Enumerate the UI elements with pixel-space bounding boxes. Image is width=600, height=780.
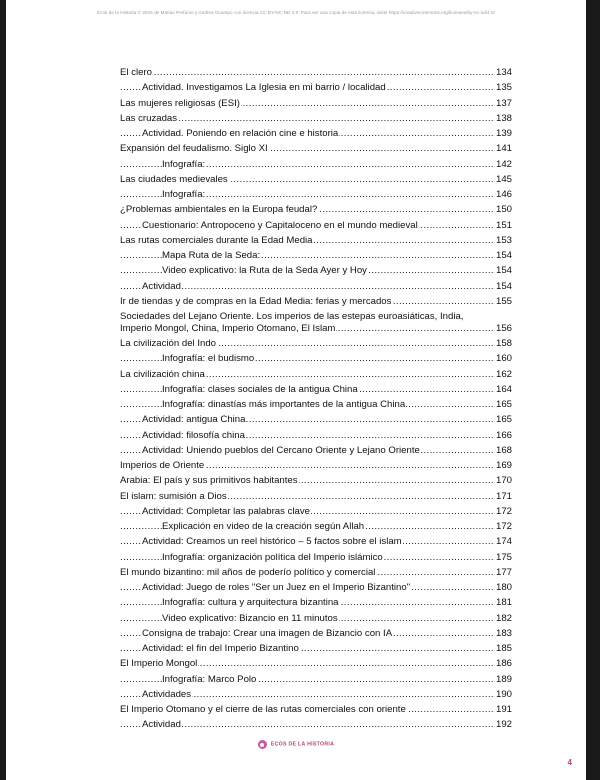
toc-entry-title: Actividad: Uniendo pueblos del Cercano Oriente y Lejano Oriente <box>142 444 420 456</box>
toc-entry-title: Actividad: antigua China <box>142 414 246 426</box>
toc-entry-page: 168 <box>495 444 512 456</box>
toc-entry[interactable] <box>120 98 512 113</box>
toc-entry-title: Actividad. Investigamos La Iglesia en mi barrio / localidad <box>142 82 386 94</box>
toc-entry-page: 139 <box>495 128 512 139</box>
toc-entry[interactable] <box>120 113 512 128</box>
toc-entry-page: 164 <box>495 383 512 395</box>
toc-entry-title: Actividad <box>142 719 181 731</box>
toc-entry[interactable] <box>120 204 512 219</box>
toc-entry[interactable] <box>120 159 512 174</box>
toc-entry-page: 137 <box>495 97 512 109</box>
toc-entry[interactable] <box>120 338 512 353</box>
toc-entry[interactable] <box>120 143 512 158</box>
toc-entry-title: Infografía: dinastías más importantes de la antigua China <box>162 399 406 410</box>
toc-entry[interactable] <box>120 491 512 506</box>
toc-entry[interactable] <box>120 475 512 490</box>
toc-entry[interactable] <box>120 399 512 414</box>
toc-entry-page: 183 <box>495 627 512 639</box>
toc-entry-title: Sociedades del Lejano Oriente. Los imperios de las estepas euroasiáticas, India, <box>120 311 464 322</box>
toc-entry[interactable] <box>120 674 512 689</box>
footer-brand <box>6 740 586 749</box>
toc-entry-title: Actividad: el fin del Imperio Bizantino <box>142 643 299 654</box>
ecos-logo-icon <box>258 740 267 749</box>
toc-entry[interactable] <box>120 67 512 82</box>
toc-entry-page: 160 <box>495 353 512 365</box>
toc-entry-title: Cuestionario: Antropoceno y Capitaloceno en el mundo medieval <box>142 219 418 231</box>
toc-entry-page: 171 <box>495 490 512 502</box>
toc-entry-title: Consigna de trabajo: Crear una imagen de Bizancio con IA <box>142 627 393 639</box>
toc-entry-page: 181 <box>495 597 512 609</box>
toc-entry[interactable] <box>120 128 512 143</box>
license-notice: Ecos de la Historia © 2026 de Matías Perfumo y Andrea Ocampo con licencia CC BY-NC-ND 4.0. Para ver una copia de esta licencia, visite https://creativecommons.org/licenses/by-nc-nd/4.0/ <box>96 10 495 15</box>
footer-brand-label: ECOS DE LA HISTORIA <box>270 741 335 748</box>
toc-entry-title: Las ciudades medievales <box>120 173 228 185</box>
toc-entry-title: Video explicativo: Bizancio en 11 minutos <box>162 612 338 624</box>
page-number: 4 <box>567 758 572 767</box>
toc-entry-page: 175 <box>495 551 512 563</box>
toc-entry-page: 177 <box>495 566 512 578</box>
toc-entry-title: Mapa Ruta de la Seda: <box>162 250 261 261</box>
toc-entry-page: 170 <box>495 475 512 487</box>
toc-entry[interactable] <box>120 445 512 460</box>
toc-entry[interactable] <box>120 582 512 597</box>
toc-entry[interactable] <box>120 220 512 235</box>
toc-entry[interactable] <box>120 704 512 719</box>
toc-entry-page: 190 <box>495 688 512 700</box>
toc-entry[interactable] <box>120 189 512 204</box>
toc-entry[interactable] <box>120 460 512 475</box>
toc-entry[interactable] <box>120 719 512 734</box>
toc-entry-title: Infografía: <box>162 189 206 200</box>
toc-entry-title: Actividad: Completar las palabras clave <box>142 505 310 517</box>
toc-entry-page: 192 <box>495 719 512 731</box>
toc-entry[interactable] <box>120 552 512 567</box>
toc-entry-page: 180 <box>495 582 512 593</box>
toc-entry-title: La civilización china <box>120 368 205 380</box>
toc-entry-title: El islam: sumisión a Dios <box>120 490 227 502</box>
toc-entry-title-continued: Imperio Mongol, China, Imperio Otomano, El Islam <box>120 322 336 334</box>
toc-entry-title: Infografía: organización política del Imperio islámico <box>162 551 383 563</box>
toc-entry-page: 141 <box>495 143 512 155</box>
toc-entry-page: 154 <box>495 265 512 277</box>
toc-entry-page: 172 <box>495 521 512 532</box>
toc-entry-page: 174 <box>495 536 512 548</box>
toc-entry[interactable] <box>120 414 512 429</box>
toc-entry-page: 154 <box>495 250 512 261</box>
toc-entry[interactable] <box>120 235 512 250</box>
toc-entry-title: Las cruzadas <box>120 112 178 124</box>
toc-entry-title: El clero <box>120 67 152 78</box>
toc-entry-title: Imperios de Oriente <box>120 460 205 471</box>
toc-entry-title: Ir de tiendas y de compras en la Edad Media: ferias y mercados <box>120 295 392 307</box>
toc-entry-page: 169 <box>495 460 512 471</box>
toc-entry-page: 185 <box>495 643 512 654</box>
toc-entry[interactable] <box>120 536 512 551</box>
toc-entry-page: 189 <box>495 673 512 685</box>
toc-entry-page: 150 <box>495 204 512 216</box>
toc-entry-page: 166 <box>495 429 512 441</box>
toc-entry-page: 158 <box>495 338 512 349</box>
toc-entry-title: Actividades <box>142 688 192 700</box>
toc-entry-title: Las mujeres religiosas (ESI) <box>120 97 240 109</box>
toc-entry-title: Arabia: El país y sus primitivos habitantes <box>120 475 298 487</box>
toc-entry-page: 154 <box>495 280 512 292</box>
toc-entry-title: ¿Problemas ambientales en la Europa feudal? <box>120 204 318 216</box>
toc-entry-title: Infografía: cultura y arquitectura bizantina <box>162 597 339 609</box>
toc-entry-title: Actividad: Creamos un reel histórico – 5 factos sobre el islam <box>142 536 402 548</box>
toc-entry-page: 162 <box>495 368 512 380</box>
toc-entry[interactable] <box>120 628 512 643</box>
toc-entry[interactable] <box>120 296 512 311</box>
toc-entry-page: 186 <box>495 658 512 670</box>
toc-entry[interactable] <box>120 430 512 445</box>
toc-entry-page: 165 <box>495 414 512 426</box>
toc-entry-title: Infografía: <box>162 158 206 170</box>
toc-entry[interactable] <box>120 613 512 628</box>
toc-entry-title: Infografía: clases sociales de la antigua China <box>162 383 358 395</box>
toc-entry-title: Explicación en video de la creación según Allah <box>162 521 365 532</box>
toc-entry[interactable] <box>120 281 512 296</box>
toc-entry[interactable] <box>120 597 512 612</box>
toc-entry[interactable] <box>120 353 512 368</box>
toc-entry[interactable] <box>120 384 512 399</box>
toc-entry[interactable] <box>120 643 512 658</box>
toc-entry[interactable] <box>120 567 512 582</box>
toc-entry[interactable] <box>120 250 512 265</box>
toc-entry-title: Actividad. Poniendo en relación cine e historia <box>142 128 339 139</box>
toc-entry-title: Infografía: el budismo <box>162 353 255 365</box>
toc-entry-title: Infografía: Marco Polo <box>162 673 257 685</box>
toc-entry-title: Expansión del feudalismo. Siglo XI <box>120 143 268 155</box>
toc-entry-title: El mundo bizantino: mil años de poderío político y comercial <box>120 566 376 578</box>
toc-entry-page: 142 <box>495 158 512 170</box>
toc-entry-page: 156 <box>495 322 512 334</box>
toc-entry-page: 172 <box>495 505 512 517</box>
toc-entry-title: Actividad: filosofía china <box>142 429 245 441</box>
toc-entry-page: 138 <box>495 112 512 124</box>
toc-entry[interactable] <box>120 311 512 338</box>
toc-entry-page: 146 <box>495 189 512 200</box>
toc-entry[interactable] <box>120 521 512 536</box>
toc-entry-page: 135 <box>495 82 512 94</box>
toc-entry-title: El Imperio Mongol <box>120 658 198 670</box>
toc-entry-title: Actividad: Juego de roles "Ser un Juez en el Imperio Bizantino" <box>142 582 411 593</box>
toc-entry-page: 145 <box>495 173 512 185</box>
toc-entry-title: El Imperio Otomano y el cierre de las rutas comerciales con oriente <box>120 704 406 715</box>
toc-entry-title: Actividad <box>142 280 181 292</box>
toc-entry-title: Las rutas comerciales durante la Edad Media <box>120 234 313 246</box>
table-of-contents <box>120 67 512 735</box>
toc-entry[interactable] <box>120 658 512 673</box>
document-page <box>6 0 586 780</box>
toc-entry-page: 165 <box>495 399 512 410</box>
toc-entry[interactable] <box>120 689 512 704</box>
toc-entry[interactable] <box>120 369 512 384</box>
toc-entry-title: Video explicativo: la Ruta de la Seda Ayer y Hoy <box>162 265 367 277</box>
toc-entry-page: 191 <box>495 704 512 715</box>
toc-entry-page: 182 <box>495 612 512 624</box>
toc-entry-page: 151 <box>495 219 512 231</box>
toc-entry[interactable] <box>120 506 512 521</box>
toc-entry-page: 155 <box>495 295 512 307</box>
toc-entry[interactable] <box>120 82 512 97</box>
toc-entry-page: 134 <box>495 67 512 78</box>
toc-entry[interactable] <box>120 174 512 189</box>
toc-entry-page: 153 <box>495 234 512 246</box>
toc-entry-title: La civilización del Indo <box>120 338 216 349</box>
toc-entry[interactable] <box>120 265 512 280</box>
